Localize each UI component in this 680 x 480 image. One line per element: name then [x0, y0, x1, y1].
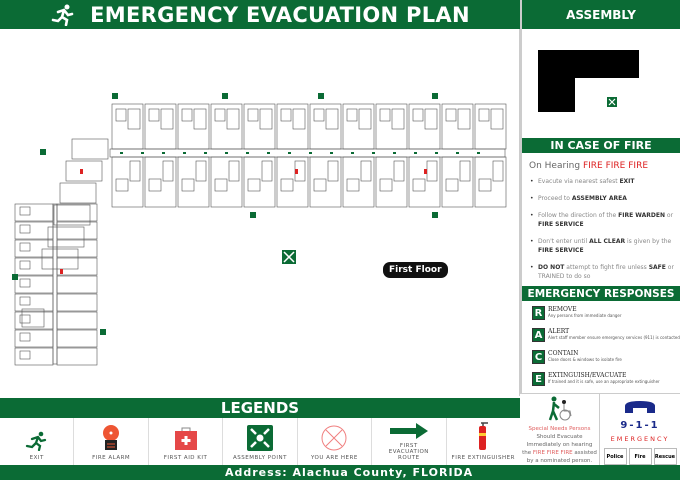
first-aid-kit-icon — [174, 427, 198, 451]
evacuation-route-arrow — [393, 152, 396, 154]
emergency-responses-section — [522, 286, 680, 391]
assembly-point-icon — [607, 97, 617, 107]
evacuation-route-arrow — [120, 152, 123, 154]
unit — [178, 157, 209, 207]
unit — [343, 157, 374, 207]
assembly-area-block — [538, 50, 639, 78]
room — [314, 109, 324, 121]
exit-marker — [40, 149, 46, 155]
evacuation-route-arrow — [414, 152, 417, 154]
room — [281, 109, 291, 121]
unit — [15, 240, 53, 257]
unit — [15, 348, 53, 365]
room — [196, 161, 206, 181]
room — [20, 261, 30, 269]
race-letter: C — [532, 350, 545, 364]
legend-fire-extinguisher — [447, 418, 520, 465]
unit — [66, 161, 102, 181]
header — [0, 0, 520, 29]
room — [163, 161, 173, 181]
room — [392, 109, 404, 129]
race-item — [532, 328, 680, 347]
special-needs-line: Immediately on hearing — [526, 441, 593, 448]
floor-label: First Floor — [383, 262, 448, 278]
unit — [15, 294, 53, 311]
fire-extinguisher-icon — [475, 421, 491, 451]
room — [458, 109, 470, 129]
room — [215, 179, 227, 191]
unit — [310, 104, 341, 149]
fire-extinguisher-marker — [80, 169, 83, 174]
special-needs-line: Should Evacuate — [536, 433, 583, 440]
room — [380, 179, 392, 191]
room — [229, 161, 239, 181]
fire-instruction: • DO NOT attempt to fight fire unless SAFE or TRAINED to do so — [530, 263, 677, 281]
room — [161, 109, 173, 129]
wheelchair-assist-icon — [545, 396, 575, 422]
evacuation-route-arrow — [330, 152, 333, 154]
room — [260, 109, 272, 129]
emergency-box — [600, 394, 680, 465]
unit — [277, 104, 308, 149]
race-letter: E — [532, 372, 545, 386]
corridor — [110, 149, 505, 157]
room — [493, 161, 503, 181]
unit — [15, 222, 53, 239]
room — [425, 109, 437, 129]
room — [413, 109, 423, 121]
legend-fire-alarm — [74, 418, 148, 465]
evacuation-route-arrow — [456, 152, 459, 154]
room — [227, 109, 239, 129]
exit-marker — [100, 329, 106, 335]
race-title: ALERT — [548, 328, 570, 335]
room — [130, 161, 140, 181]
race-desc: Close doors & windows to isolate fire — [548, 357, 622, 362]
room — [446, 109, 456, 121]
legends-header: LEGENDS — [0, 398, 520, 418]
room — [194, 109, 206, 129]
unit — [244, 157, 275, 207]
room — [116, 109, 126, 121]
room — [149, 179, 161, 191]
room — [394, 161, 404, 181]
room — [248, 179, 260, 191]
unit — [57, 204, 97, 221]
unit — [48, 227, 84, 247]
room — [479, 109, 489, 121]
unit — [15, 312, 53, 329]
unit — [42, 249, 78, 269]
room — [128, 109, 140, 129]
evacuation-route-arrow — [246, 152, 249, 154]
unit — [112, 157, 143, 207]
evacuation-route-arrow — [267, 152, 270, 154]
evacuation-route-arrow — [435, 152, 438, 154]
page-title: EMERGENCY EVACUATION PLAN — [90, 2, 470, 27]
fire-instruction: • Evacute via nearest safest EXIT — [530, 177, 677, 186]
floor-plan-drawing — [0, 29, 520, 396]
bottom-right-panel — [520, 393, 680, 465]
fire-alarm-icon — [101, 425, 121, 451]
room — [347, 109, 357, 121]
evacuation-route-arrow — [225, 152, 228, 154]
on-hearing-text: On Hearing FIRE FIRE FIRE — [529, 161, 649, 171]
race-item — [532, 306, 680, 325]
evacuation-route-arrow — [309, 152, 312, 154]
race-letter: A — [532, 328, 545, 342]
exit-marker — [112, 93, 118, 99]
arrow-right-icon — [390, 423, 428, 439]
fire-instruction: • Don't enter until ALL CLEAR is given by the FIRE SERVICE — [530, 237, 677, 255]
room — [328, 161, 338, 181]
unit — [310, 157, 341, 207]
room — [380, 109, 390, 121]
in-case-of-fire-section — [522, 138, 680, 289]
room — [361, 161, 371, 181]
evacuation-route-arrow — [162, 152, 165, 154]
evacuation-route-arrow — [288, 152, 291, 154]
unit — [145, 157, 176, 207]
unit — [178, 104, 209, 149]
unit — [409, 104, 440, 149]
running-man-icon — [50, 4, 76, 26]
legend-label: ASSEMBLY POINT — [233, 455, 287, 461]
unit — [57, 240, 97, 257]
race-desc: Alert staff member ensure emergency services (911) is contacted — [548, 335, 680, 340]
fire-header: IN CASE OF FIRE — [522, 138, 680, 153]
special-needs-line: the FIRE FIRE FIRE assisted — [522, 449, 597, 456]
exit-marker — [222, 93, 228, 99]
unit — [57, 330, 97, 347]
fire-extinguisher-marker — [295, 169, 298, 174]
room — [347, 179, 359, 191]
race-desc: Any persons from immediate danger — [548, 313, 622, 318]
responses-header: EMERGENCY RESPONSES — [522, 286, 680, 301]
fire-extinguisher-marker — [60, 269, 63, 274]
unit — [72, 139, 108, 159]
exit-marker — [432, 93, 438, 99]
unit — [15, 204, 53, 221]
room — [326, 109, 338, 129]
room — [20, 279, 30, 287]
room — [491, 109, 503, 129]
unit — [343, 104, 374, 149]
legend-you-are-here — [298, 418, 372, 465]
room — [116, 179, 128, 191]
unit — [57, 312, 97, 329]
legend-label: FIRST EVACUATION ROUTE — [388, 443, 429, 461]
legend-exit — [0, 418, 74, 465]
unit — [277, 157, 308, 207]
address-bar: Address: Alachua County, FLORIDA — [0, 465, 680, 480]
corridor — [53, 204, 57, 364]
race-desc: If trained and it is safe, use an appropriate extinguisher — [548, 379, 660, 384]
exit-marker — [432, 212, 438, 218]
evacuation-route-arrow — [141, 152, 144, 154]
special-needs-box — [520, 394, 600, 465]
assembly-header: ASSEMBLY — [522, 0, 680, 29]
evacuation-route-arrow — [351, 152, 354, 154]
assembly-point-icon — [247, 425, 273, 451]
unit — [244, 104, 275, 149]
unit — [112, 104, 143, 149]
evacuation-route-arrow — [204, 152, 207, 154]
police-button[interactable]: Police — [604, 448, 627, 465]
room — [20, 333, 30, 341]
assembly-point-icon — [282, 250, 296, 264]
unit — [57, 276, 97, 293]
unit — [57, 294, 97, 311]
room — [248, 109, 258, 121]
unit — [211, 157, 242, 207]
phone-icon — [622, 400, 658, 414]
race-letter: R — [532, 306, 545, 320]
unit — [442, 104, 473, 149]
fire-extinguisher-marker — [424, 169, 427, 174]
room — [20, 225, 30, 233]
unit — [409, 157, 440, 207]
legend-evacuation-route — [372, 418, 446, 465]
evacuation-route-arrow — [183, 152, 186, 154]
unit — [57, 222, 97, 239]
exit-icon — [25, 431, 49, 451]
special-needs-line: by a nominated person. — [526, 457, 593, 464]
unit — [211, 104, 242, 149]
room — [182, 109, 192, 121]
race-title: REMOVE — [548, 306, 577, 313]
unit — [442, 157, 473, 207]
fire-button[interactable]: Fire — [629, 448, 652, 465]
exit-marker — [12, 274, 18, 280]
room — [427, 161, 437, 181]
unit — [475, 104, 506, 149]
unit — [15, 330, 53, 347]
evacuation-route-arrow — [372, 152, 375, 154]
room — [413, 179, 425, 191]
fire-instruction: • Proceed to ASSEMBLY AREA — [530, 194, 677, 203]
room — [460, 161, 470, 181]
room — [359, 109, 371, 129]
legend-label: FIRE EXTINGUISHER — [451, 455, 515, 461]
emergency-label: EMERGENCY — [610, 435, 670, 443]
exit-marker — [250, 212, 256, 218]
unit — [15, 258, 53, 275]
unit — [376, 104, 407, 149]
room — [314, 179, 326, 191]
legend-label: EXIT — [29, 455, 44, 461]
special-needs-title: Special Needs Persons — [528, 425, 591, 432]
legend-first-aid — [149, 418, 223, 465]
fire-instruction: • Follow the direction of the FIRE WARDEN or FIRE SERVICE — [530, 211, 677, 229]
rescue-button[interactable]: Rescue — [654, 448, 677, 465]
legend-assembly-point — [223, 418, 297, 465]
right-panel — [520, 0, 680, 393]
unit — [376, 157, 407, 207]
room — [446, 179, 458, 191]
race-title: CONTAIN — [548, 350, 579, 357]
race-title: EXTINGUISH/EVACUATE — [548, 372, 627, 379]
room — [262, 161, 272, 181]
legends-row — [0, 418, 520, 465]
exit-marker — [318, 93, 324, 99]
assembly-area-block — [538, 77, 575, 112]
unit — [15, 276, 53, 293]
room — [293, 109, 305, 129]
room — [479, 179, 491, 191]
legend-label: FIRE ALARM — [92, 455, 131, 461]
room — [20, 207, 30, 215]
unit — [60, 183, 96, 203]
room — [149, 109, 159, 121]
race-item — [532, 350, 680, 369]
race-item — [532, 372, 680, 391]
you-are-here-icon — [321, 425, 347, 451]
room — [281, 179, 293, 191]
unit — [57, 348, 97, 365]
legend-label: FIRST AID KIT — [163, 455, 208, 461]
room — [20, 351, 30, 359]
room — [20, 243, 30, 251]
room — [215, 109, 225, 121]
unit — [145, 104, 176, 149]
evacuation-route-arrow — [477, 152, 480, 154]
emergency-number: 9-1-1 — [620, 420, 660, 431]
legend-label: YOU ARE HERE — [310, 455, 358, 461]
room — [182, 179, 194, 191]
floor-plan — [0, 29, 520, 396]
room — [20, 315, 30, 323]
room — [20, 297, 30, 305]
unit — [475, 157, 506, 207]
